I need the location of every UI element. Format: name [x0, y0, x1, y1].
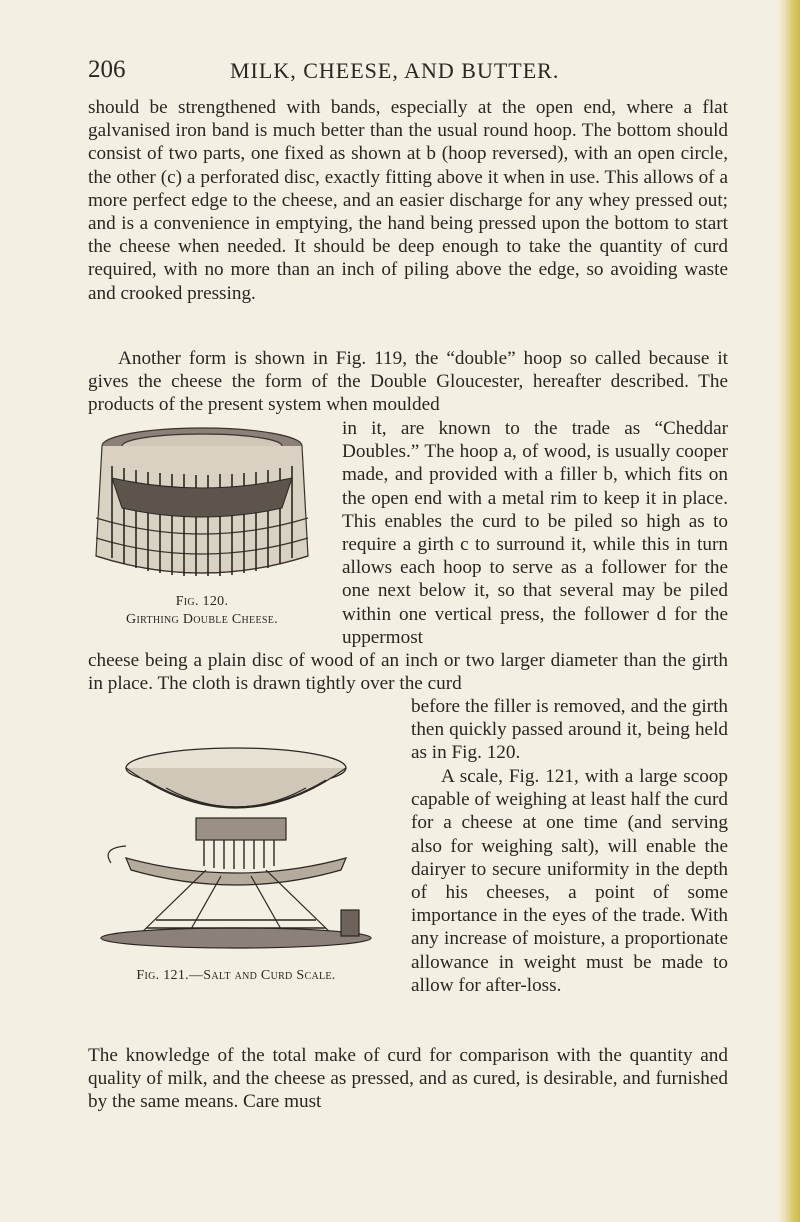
figure-120-caption-title: Girthing Double Cheese. — [126, 612, 278, 627]
page-header — [88, 56, 728, 86]
figure-121 — [86, 738, 386, 985]
paragraph-2-middle — [88, 649, 728, 695]
paragraph-3-wrap — [411, 765, 728, 997]
running-head: MILK, CHEESE, AND BUTTER. — [230, 58, 560, 83]
paragraph-3-wrap-text: A scale, Fig. 121, with a large scoop capable of weighing at least half the curd for a cheese at one time (and serving also for weighing salt), will enable the dairyer to secure uniformity in the depth of his cheeses, a point of some importance in the eyes of the trade. With any increase of moisture, a proportionate allowance in weight must be made to allow for after-loss. — [411, 766, 728, 996]
salt-and-curd-scale-illustration — [86, 738, 386, 958]
figure-120-caption-number: Fig. 120. — [175, 594, 229, 609]
paragraph-1-text: should be strengthened with bands, especially at the open end, where a flat galvanised iron band is much better than the usual round hoop. The bottom should consist of two parts, one fixed as shown at b (hoop reversed), with an open circle, the other (c) a perforated disc, exactly fitting above it when in use. This allows of a more perfect edge to the cheese, and an easier discharge for any whey pressed out; and is a convenience in emptying, the hand being pressed upon the bottom to start the cheese when needed. It should be deep enough to take the quantity of curd required, with no more than an inch of piling above the edge, so avoiding waste and crooked pressing. — [88, 97, 728, 304]
paragraph-2-middle-text: cheese being a plain disc of wood of an inch or two larger diameter than the girth in place. The cloth is drawn tightly over the curd — [88, 650, 728, 695]
paragraph-2-opening — [88, 347, 728, 417]
paragraph-2-wrap-1 — [342, 417, 728, 649]
paragraph-2-wrap-2 — [411, 695, 728, 765]
girthing-double-cheese-illustration — [82, 418, 322, 588]
paragraph-3-closing — [88, 1044, 728, 1114]
paragraph-2-wrap-1-text: in it, are known to the trade as “Cheddar Doubles.” The hoop a, of wood, is usually cooper made, and provided with a filler b, which fits on the open end with a metal rim to keep it in place. This enables the curd to be piled so high as to require a girth c to surround it, while this in turn allows each hoop to serve as a follower for the one next below it, so that several may be piled within one vertical press, the follower d for the uppermost — [342, 418, 728, 648]
page-edge — [778, 0, 800, 1222]
page-number: 206 — [88, 56, 126, 83]
figure-120 — [82, 418, 322, 629]
paragraph-2-wrap-2-text: before the filler is removed, and the girth then quickly passed around it, being held as in Fig. 120. — [411, 696, 728, 764]
paragraph-2-opening-text: Another form is shown in Fig. 119, the “double” hoop so called because it gives the cheese the form of the Double Gloucester, hereafter described. The products of the present system when moulded — [88, 348, 728, 416]
paragraph-1 — [88, 96, 728, 305]
paragraph-3-closing-text: The knowledge of the total make of curd for comparison with the quantity and quality of milk, and the cheese as pressed, and as cured, is desirable, and furnished by the same means. Care must — [88, 1045, 728, 1113]
figure-121-caption: Fig. 121.—Salt and Curd Scale. — [136, 968, 336, 983]
